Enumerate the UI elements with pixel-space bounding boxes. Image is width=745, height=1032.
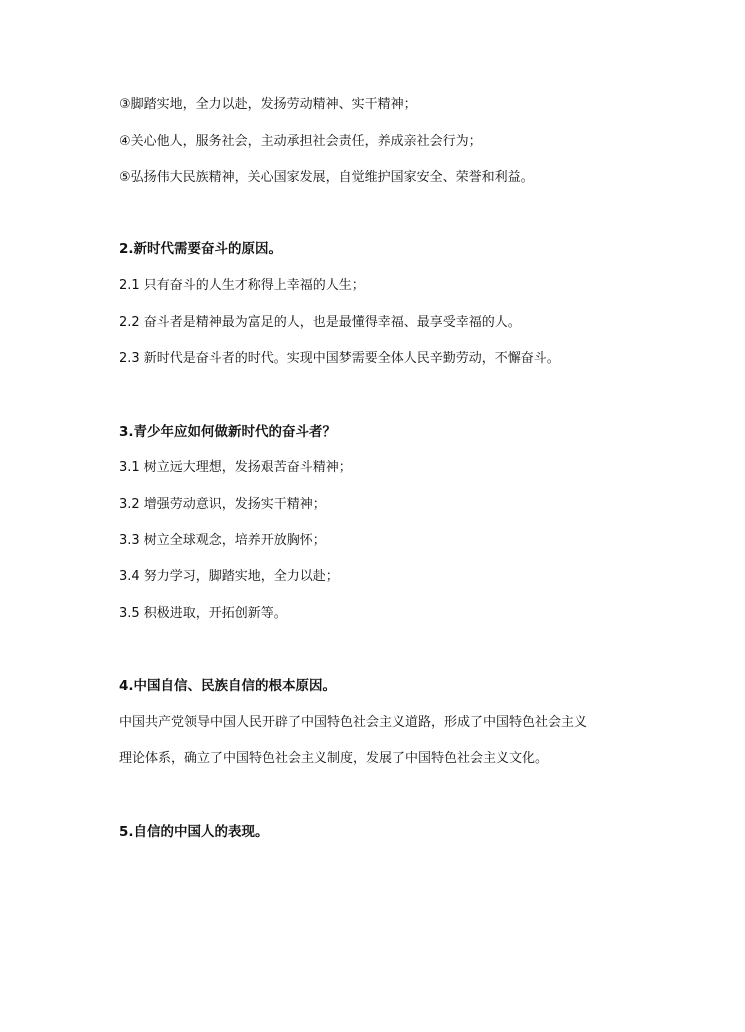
list-item: ⑤弘扬伟大民族精神，关心国家发展，自觉维护国家安全、荣誉和利益。 [119, 170, 534, 185]
list-item: 2.2 奋斗者是精神最为富足的人，也是最懂得幸福、最享受幸福的人。 [119, 315, 521, 330]
list-item: 2.3 新时代是奋斗者的时代。实现中国梦需要全体人民辛勤劳动，不懈奋斗。 [119, 351, 560, 366]
list-item: ④关心他人，服务社会，主动承担社会责任，养成亲社会行为； [119, 134, 482, 149]
section-heading: 3.青少年应如何做新时代的奋斗者？ [119, 424, 337, 440]
list-item: 3.4 努力学习，脚踏实地，全力以赴； [119, 569, 339, 584]
list-item: 3.1 树立远大理想，发扬艰苦奋斗精神； [119, 460, 352, 475]
section-heading: 2.新时代需要奋斗的原因。 [119, 241, 283, 257]
list-item: 2.1 只有奋斗的人生才称得上幸福的人生； [119, 278, 365, 293]
list-item: 3.5 积极进取，开拓创新等。 [119, 606, 287, 621]
paragraph-line: 理论体系，确立了中国特色社会主义制度，发展了中国特色社会主义文化。 [119, 751, 549, 766]
paragraph-line: 中国共产党领导中国人民开辟了中国特色社会主义道路，形成了中国特色社会主义 [119, 715, 588, 730]
list-item: 3.2 增强劳动意识，发扬实干精神； [119, 497, 326, 512]
section-heading: 5.自信的中国人的表现。 [119, 824, 269, 840]
list-item: 3.3 树立全球观念，培养开放胸怀； [119, 533, 326, 548]
list-item: ③脚踏实地，全力以赴，发扬劳动精神、实干精神； [119, 97, 417, 112]
section-heading: 4.中国自信、民族自信的根本原因。 [119, 678, 337, 694]
